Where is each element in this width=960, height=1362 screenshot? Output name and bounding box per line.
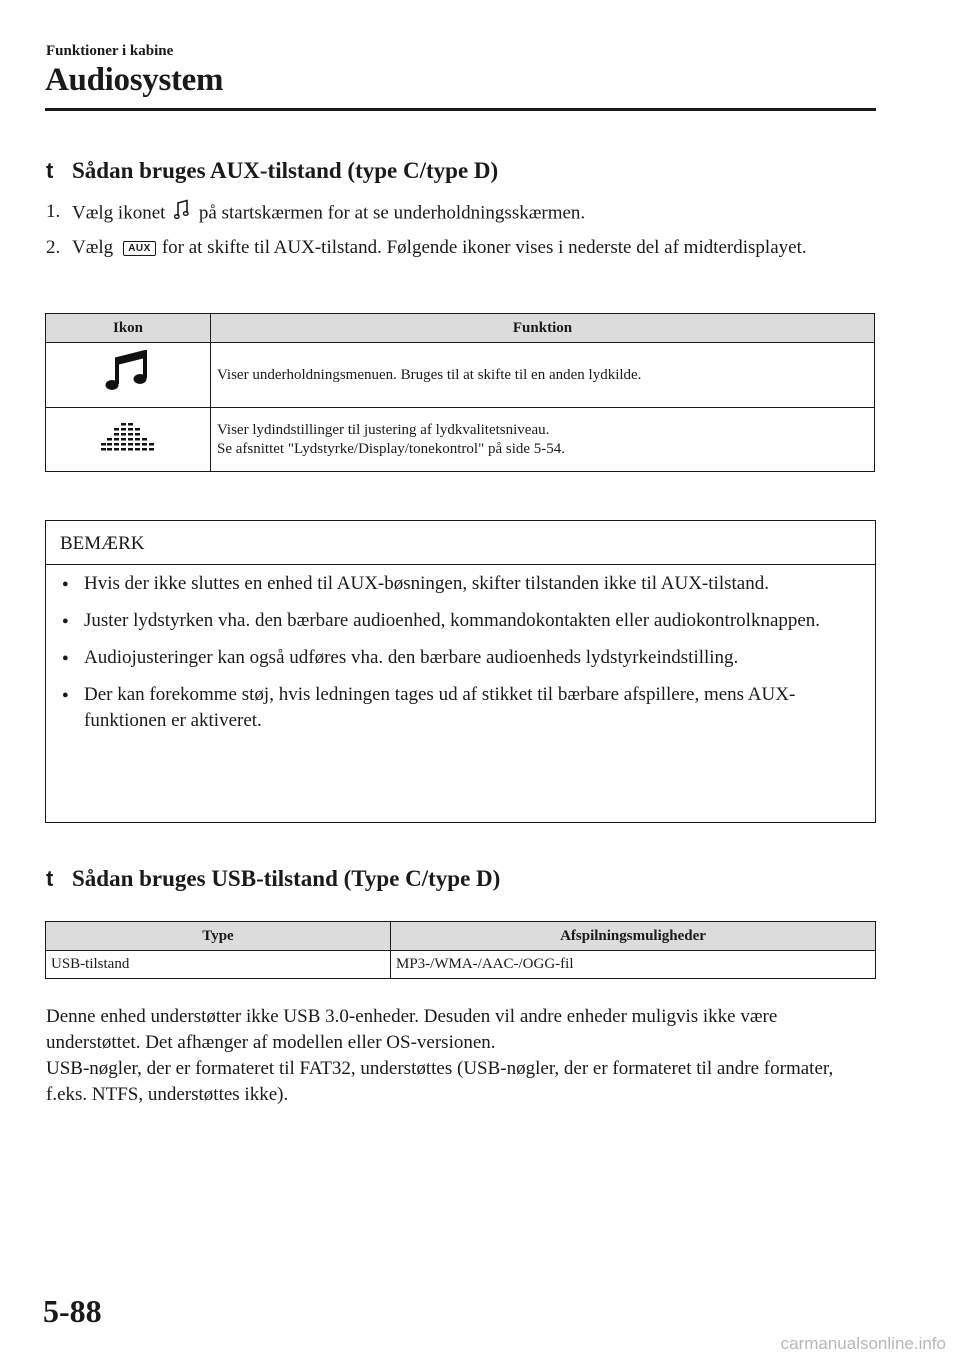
step-2 [46,235,872,261]
function-cell [211,343,875,408]
note-title: BEMÆRK [46,521,875,565]
page-number: 5-88 [43,1293,102,1329]
equalizer-icon [101,423,155,457]
step-1 [46,199,872,229]
function-text: Viser underholdningsmenuen. Bruges til at skifte til en anden lydkilde. [217,366,642,383]
note-item: ● Hvis der ikke sluttes en enhed til AUX-bøsningen, skifter tilstanden ikke til AUX-tilstand. [60,571,859,597]
table-row [46,343,875,408]
icon-cell [46,408,211,472]
music-note-icon [174,199,190,229]
header-playback-options: Afspilningsmuligheder [391,922,876,951]
step-text-after: på startskærmen for at se underholdningsskærmen. [198,202,586,224]
usb-playback-table [45,921,876,979]
note-item: ● Audiojusteringer kan også udføres vha. den bærbare audioenheds lydstyrkeindstilling. [60,645,859,671]
header-function: Funktion [211,314,875,343]
step-text [72,235,872,261]
note-item: ● Der kan forekomme støj, hvis ledningen tages ud af stikket til bærbare afspillere, mens AUX-funktionen er aktiveret. [60,682,859,734]
table-header-row [46,314,875,343]
function-text: Viser lydindstillinger til justering af lydkvalitetsniveau. [217,421,550,438]
chapter-label: Funktioner i kabine [46,43,174,59]
section-heading-aux [46,158,498,184]
section-heading-usb [46,866,500,892]
watermark: carmanualsonline.info [780,1334,946,1353]
type-cell: USB-tilstand [46,951,391,979]
note-list [46,565,875,734]
music-note-icon [105,350,151,400]
icon-function-table [45,313,875,472]
section-heading-text: Sådan bruges USB-tilstand (Type C/type D) [72,866,501,891]
section-marker: t [46,866,54,891]
aux-icon: AUX [123,241,156,256]
function-cell [211,408,875,472]
step-number: 2. [46,237,61,258]
header-icon: Ikon [46,314,211,343]
step-number: 1. [46,201,61,222]
function-reference: Se afsnittet "Lydstyrke/Display/tonekontrol" på side 5-54. [217,440,566,457]
table-row [46,408,875,472]
section-heading-text: Sådan bruges AUX-tilstand (type C/type D) [72,158,499,183]
playback-cell: MP3-/WMA-/AAC-/OGG-fil [391,951,876,979]
usb-paragraph-1: Denne enhed understøtter ikke USB 3.0-enheder. Desuden vil andre enheder muligvis ikke være understøttet. Det afhænger af modellen eller OS-versionen. [46,1006,778,1053]
usb-description [46,1004,876,1108]
table-header-row [46,922,876,951]
header-type: Type [46,922,391,951]
icon-cell [46,343,211,408]
note-box [45,520,876,823]
note-item: ● Juster lydstyrken vha. den bærbare audioenhed, kommandokontakten eller audiokontrolknappen. [60,608,859,634]
title-rule [45,108,876,111]
table-row [46,951,876,979]
page-title: Audiosystem [45,62,224,98]
section-marker: t [46,158,54,183]
usb-paragraph-2: USB-nøgler, der er formateret til FAT32, understøttes (USB-nøgler, der er formateret til andre formater, f.eks. NTFS, understøttes ikke). [46,1058,834,1105]
step-text [72,199,872,229]
step-text-before: Vælg ikonet [72,202,166,224]
step-text-after: for at skifte til AUX-tilstand. Følgende ikoner vises i nederste del af midterdisplayet. [161,237,807,258]
step-text-before: Vælg [72,237,114,258]
